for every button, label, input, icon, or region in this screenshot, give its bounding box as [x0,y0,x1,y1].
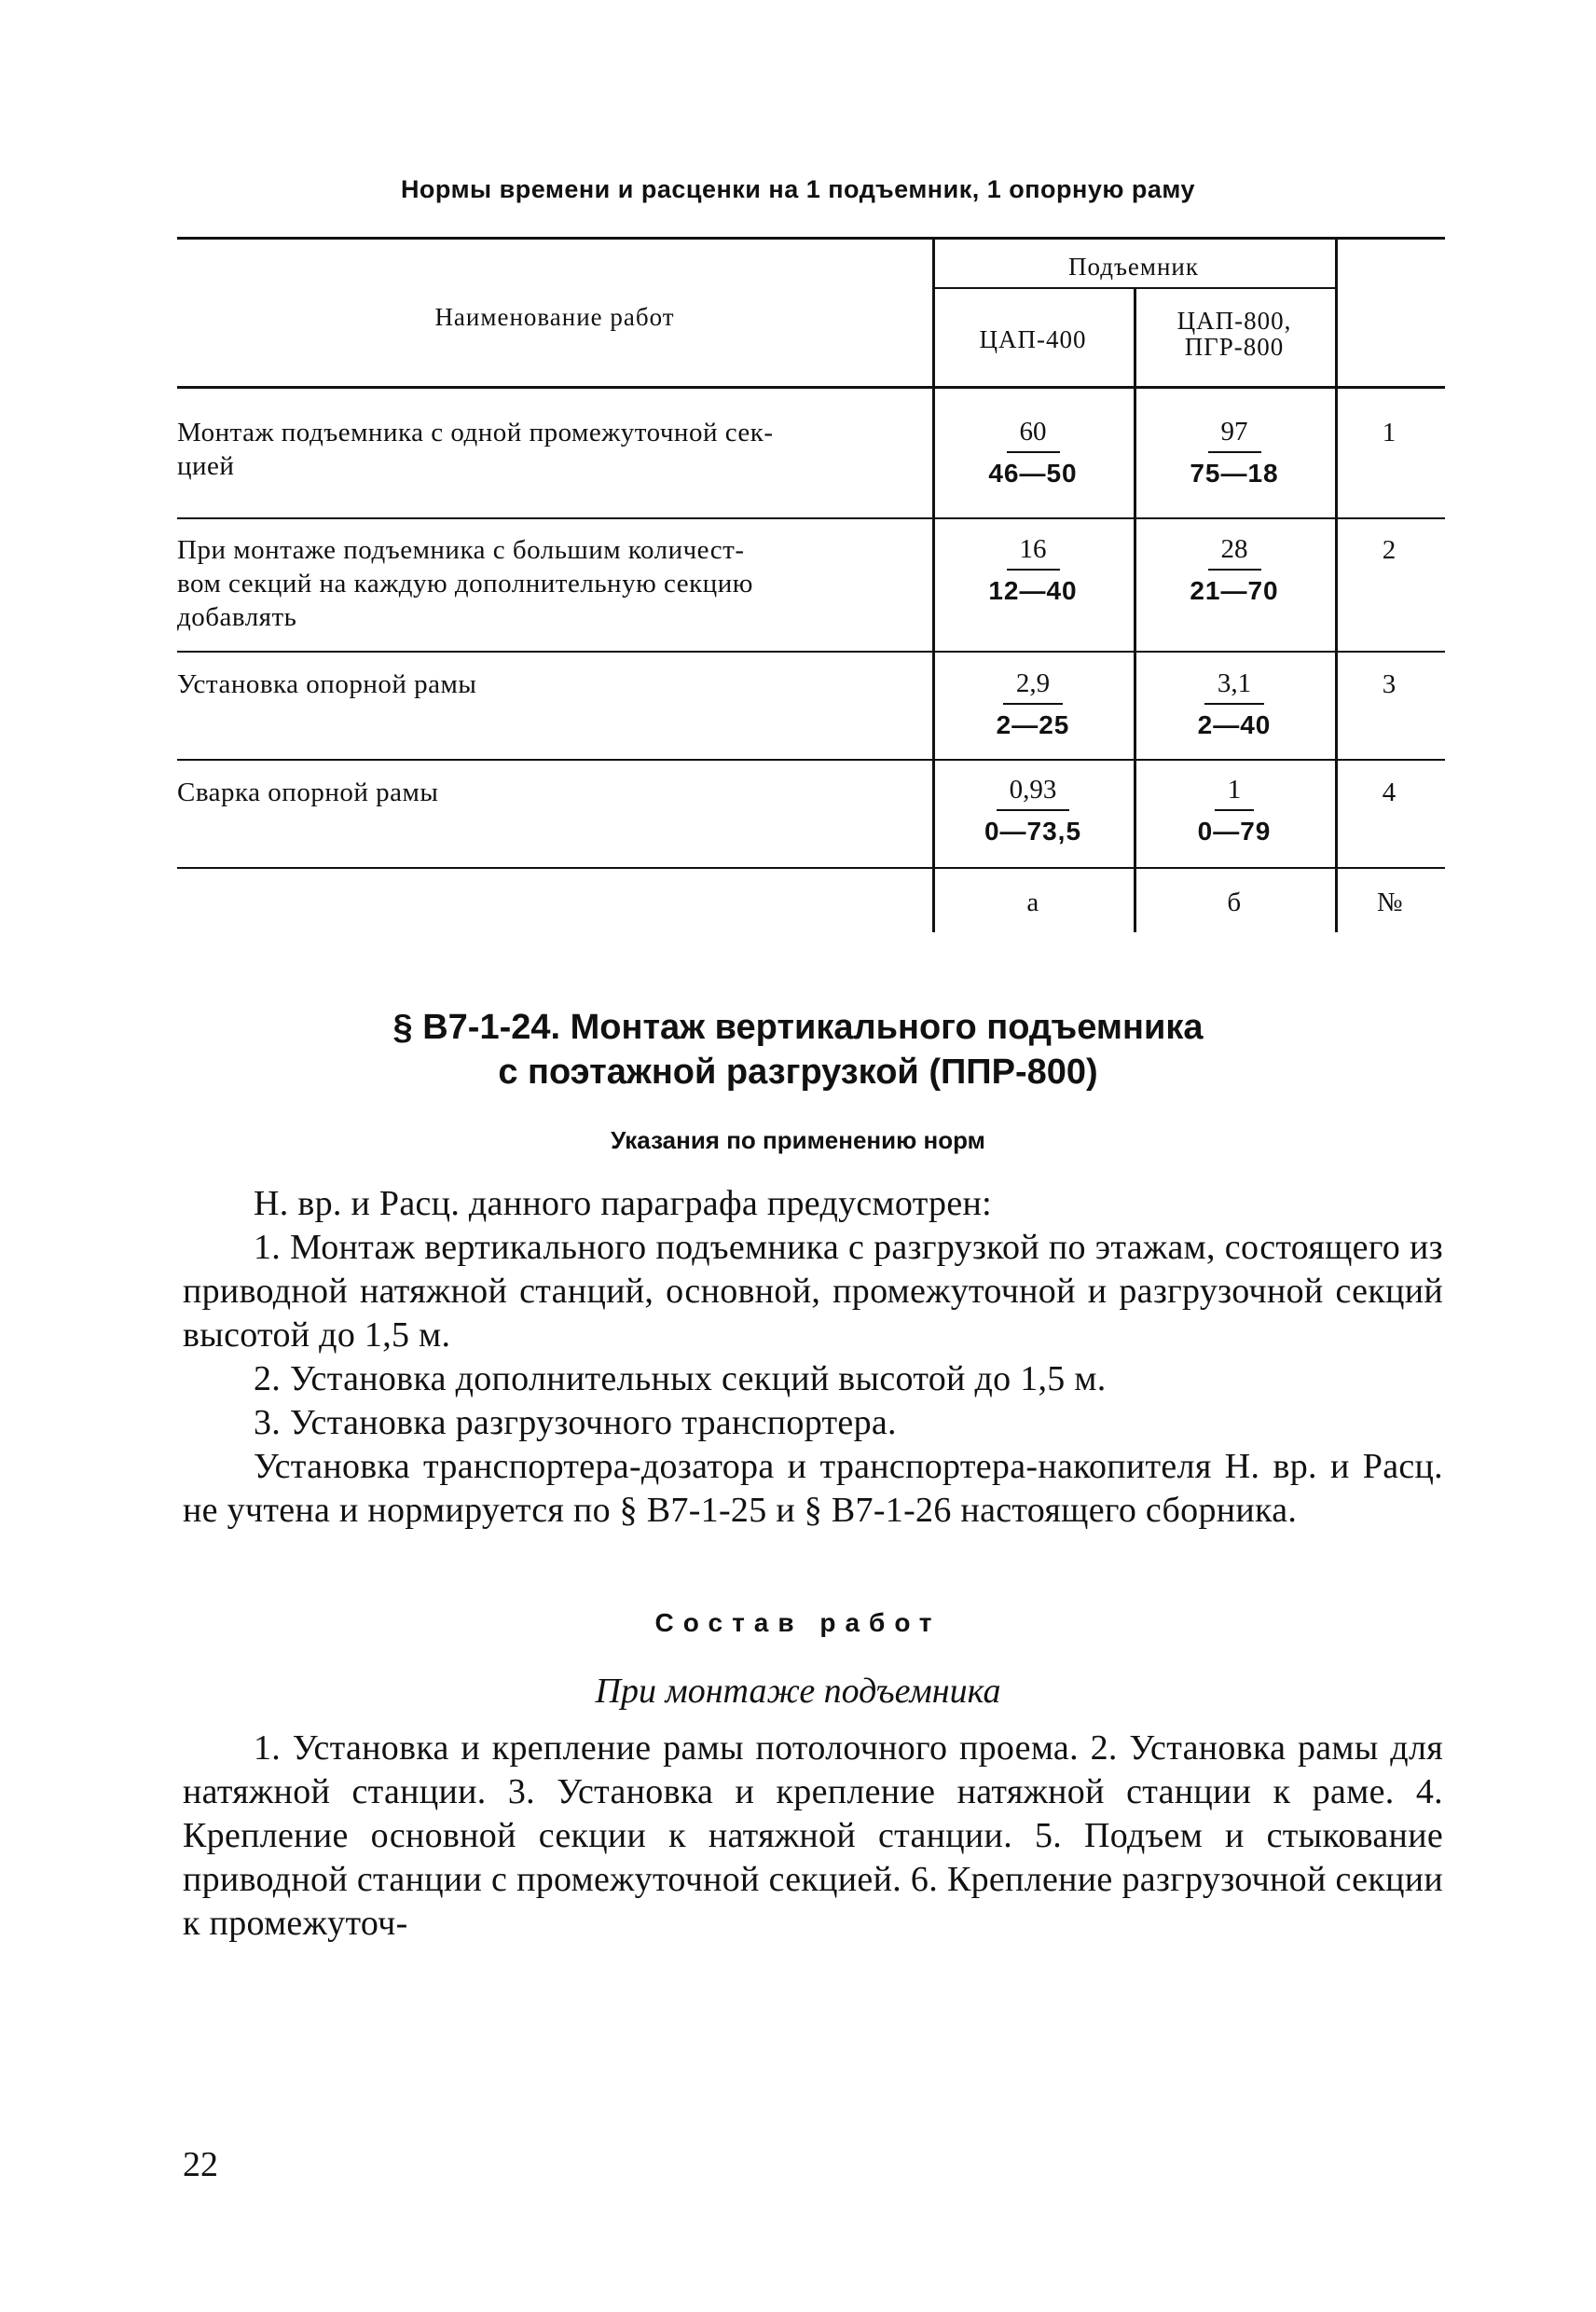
fraction-numerator: 97 [1208,416,1261,453]
row-3-col-b [1141,667,1328,740]
section-title-line1: § В7-1-24. Монтаж вертикального подъемника [392,1008,1204,1047]
row-1-col-b [1141,416,1328,489]
fraction-numerator: 1 [1215,774,1255,811]
row-4-number: 4 [1382,778,1396,807]
fraction-denominator: 75—18 [1190,459,1279,488]
header-work-name: Наименование работ [434,303,675,331]
fraction-denominator: 12—40 [988,576,1078,605]
section-title-line2: с поэтажной разгрузкой (ППР-800) [498,1053,1098,1092]
instructions-heading: Указания по применению норм [611,1126,985,1154]
work-composition-heading: Состав работ [654,1608,942,1637]
section-title [0,1005,1596,1094]
fraction-denominator: 2—40 [1197,710,1272,739]
fraction-denominator: 2—25 [996,710,1070,739]
header-bottom-rule [177,386,1445,389]
fraction-denominator: 46—50 [988,459,1078,488]
fraction-denominator: 0—79 [1197,817,1272,846]
table-row-3-name [177,667,923,701]
row-rule-1 [177,517,1445,519]
col-rule-no [1335,237,1338,932]
work-subheading: При монтаже подъемника [595,1672,1001,1711]
row-name-line: При монтаже подъемника с большим количест- [177,535,745,565]
table-row-4-name [177,776,923,809]
header-col-a: ЦАП-400 [979,325,1087,353]
header-lift-group: Подъемник [1067,253,1199,281]
footer-col-no: № [1376,888,1404,917]
row-name-line: вом секций на каждую дополнительную секцию [177,569,753,599]
fraction-numerator: 16 [1007,533,1060,571]
row-4-col-a [940,774,1126,846]
header-col-b-line2: ПГР-800 [1184,333,1285,361]
footer-col-b: б [1227,888,1242,917]
fraction-numerator: 0,93 [997,774,1070,811]
work-composition-body [183,1727,1443,1946]
row-name-line: Монтаж подъемника с одной промежуточной сек- [177,418,774,447]
paragraph: Н. вр. и Расц. данного параграфа предусмотрен: [254,1184,993,1223]
row-name-line: добавлять [177,602,297,632]
paragraph: Установка транспортера-дозатора и транспортера-накопителя Н. вр. и Расц. не учтена и нормируется по § В7-1-25 и § В7-1-26 настоящего сборника. [183,1447,1443,1530]
row-3-col-a [940,667,1126,740]
row-3-number: 3 [1382,669,1396,699]
paragraph: 2. Установка дополнительных секций высотой до 1,5 м. [254,1359,1107,1398]
fraction-numerator: 60 [1007,416,1060,453]
page-number: 22 [183,2145,218,2184]
row-2-col-a [940,533,1126,606]
row-2-number: 2 [1382,535,1396,565]
fraction-denominator: 21—70 [1190,576,1279,605]
fraction-numerator: 2,9 [1003,667,1063,705]
row-name-line: Установка опорной рамы [177,669,477,699]
paragraph: 3. Установка разгрузочного транспортера. [254,1403,897,1442]
row-name-line: Сварка опорной рамы [177,778,439,807]
col-rule-b [1134,287,1136,932]
row-name-line: цией [177,451,235,481]
paragraph: 1. Монтаж вертикального подъемника с разгрузкой по этажам, состоящего из приводной натяжной станций, основной, промежуточной и разгрузочной секций высотой до 1,5 м. [183,1228,1443,1355]
table-caption: Нормы времени и расценки на 1 подъемник, 1 опорную раму [400,175,1196,203]
table-row-2-name [177,533,923,634]
row-rule-4 [177,867,1445,869]
fraction-numerator: 3,1 [1204,667,1264,705]
fraction-numerator: 28 [1208,533,1261,571]
row-1-number: 1 [1382,418,1396,447]
table-row-1-name [177,416,923,483]
row-2-col-b [1141,533,1328,606]
instructions-body [183,1182,1443,1533]
table-top-rule [177,237,1445,240]
header-col-b [1134,308,1335,360]
fraction-denominator: 0—73,5 [984,817,1082,846]
header-col-b-line1: ЦАП-800, [1176,307,1292,335]
row-4-col-b [1141,774,1328,846]
row-rule-3 [177,759,1445,761]
row-rule-2 [177,651,1445,653]
footer-col-a: а [1026,888,1039,917]
paragraph: 1. Установка и крепление рамы потолочного проема. 2. Установка рамы для натяжной станции. 3. Установка и крепление натяжной станции к раме. 4. Крепление основной секции к натяжной станции. 5. Подъем и стыкование приводной станции с промежуточной секцией. 6. Крепление разгрузочной секции к промежуточ- [183,1728,1443,1943]
row-1-col-a [940,416,1126,489]
